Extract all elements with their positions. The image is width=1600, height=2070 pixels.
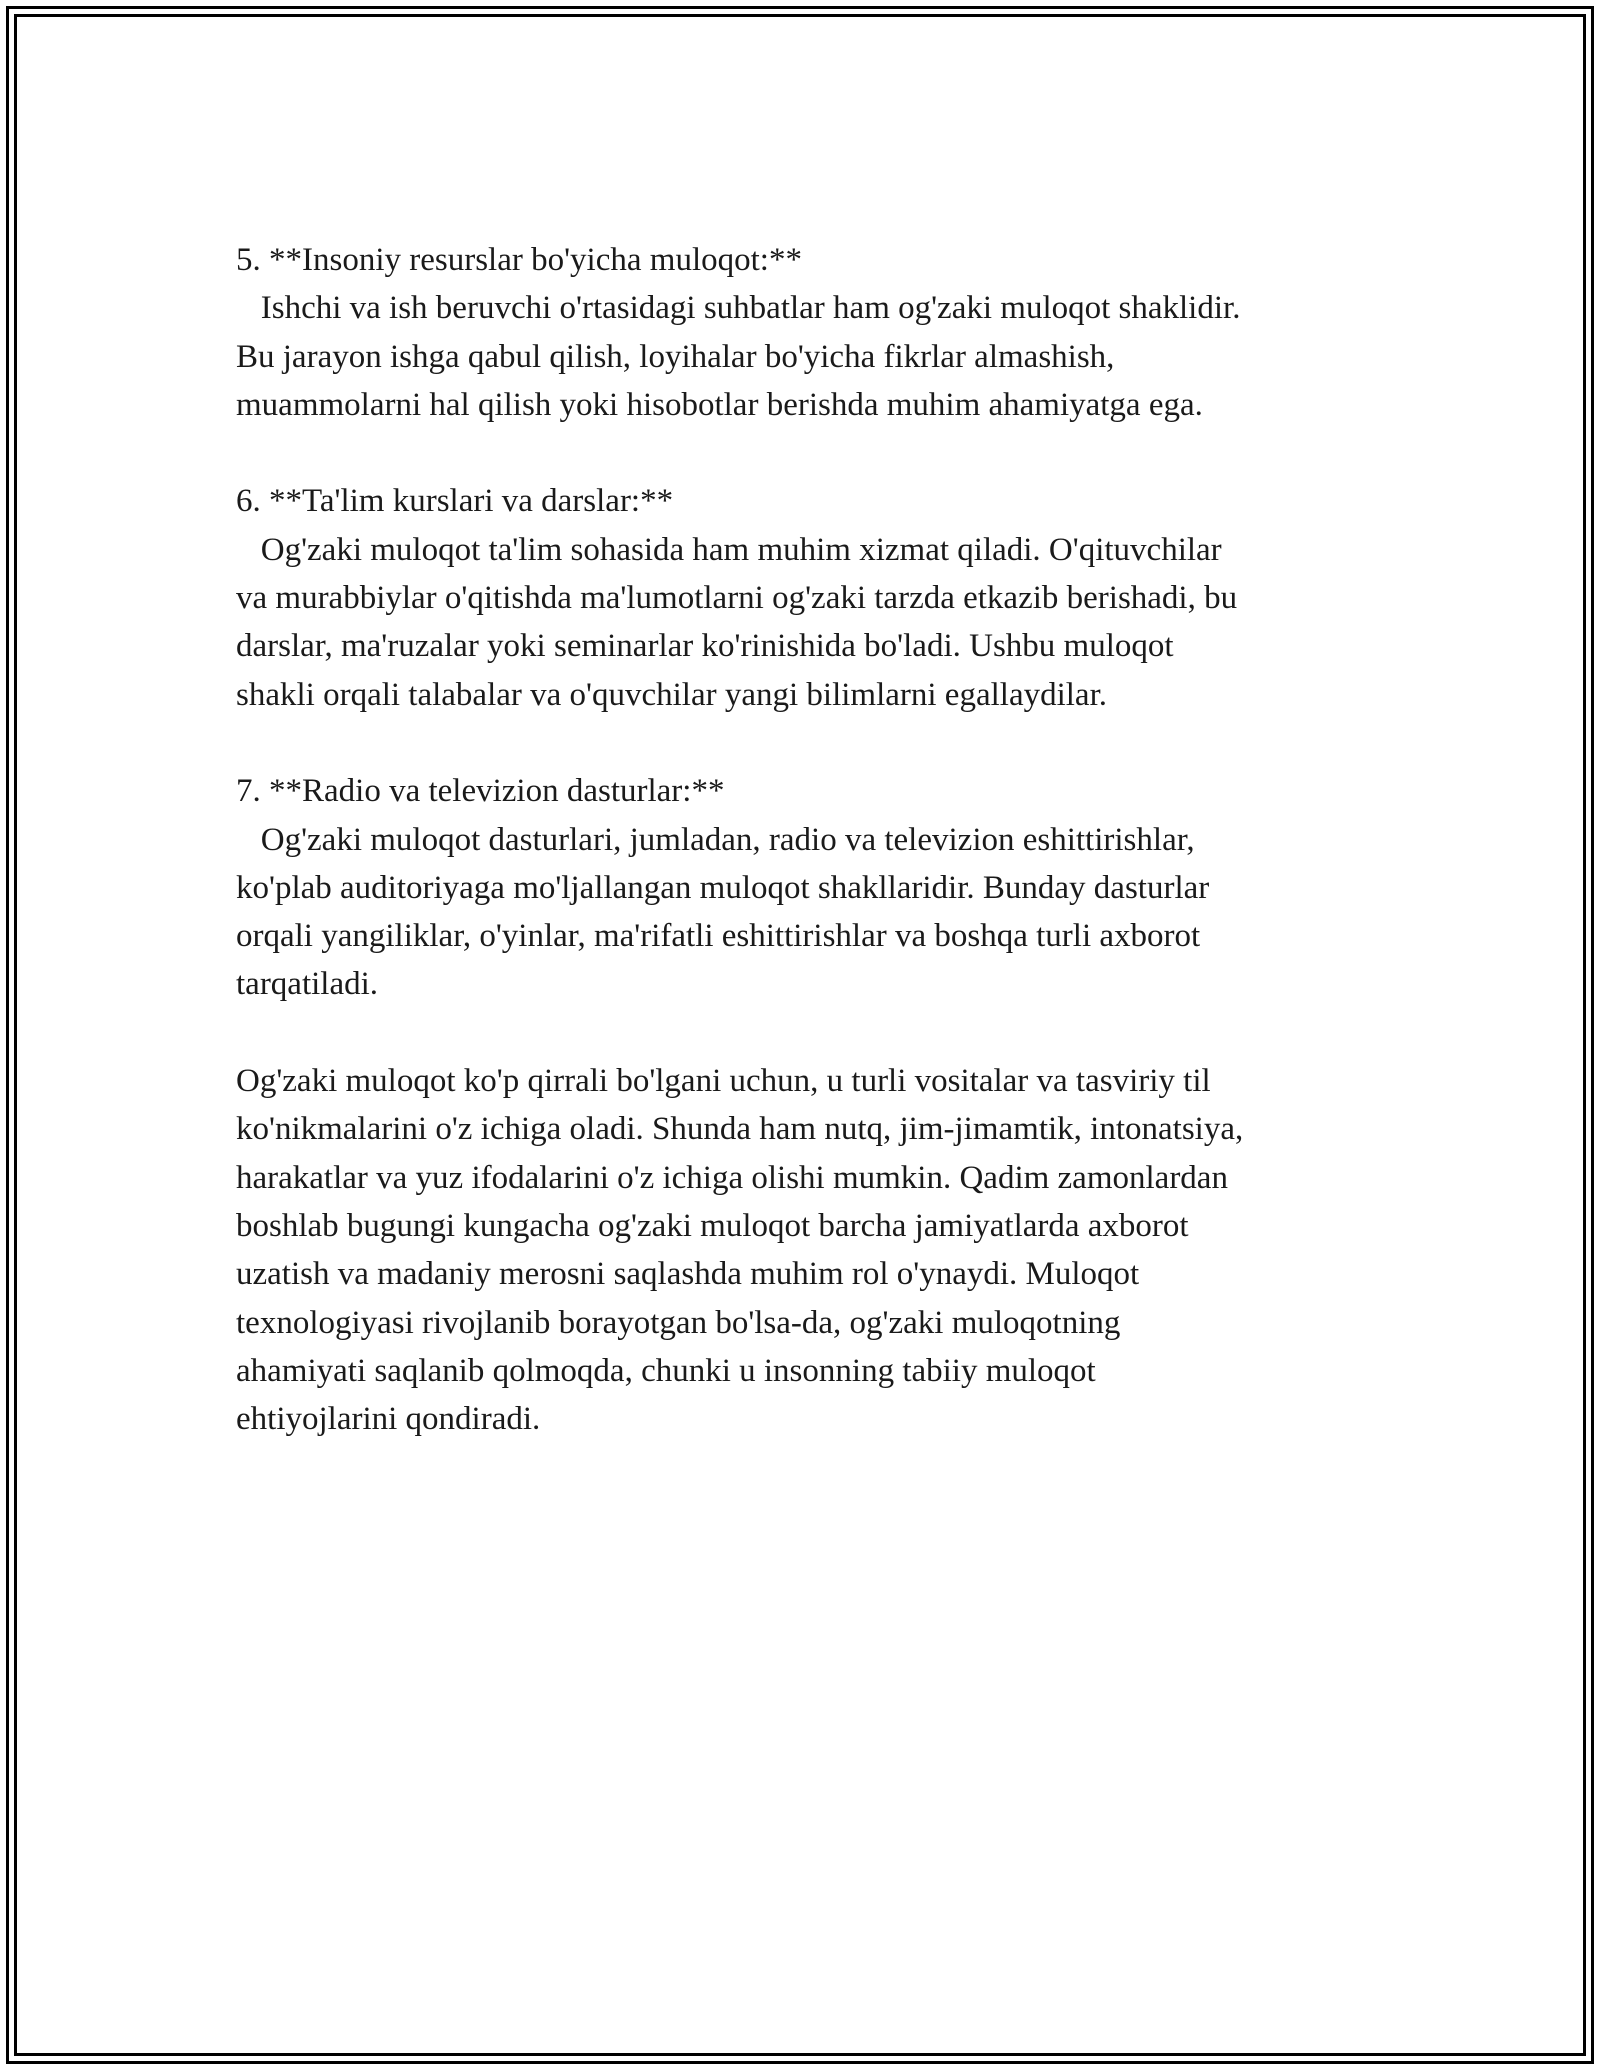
paragraph-line: orqali yangiliklar, o'yinlar, ma'rifatli eshittirishlar va boshqa turli axborot (236, 918, 1201, 955)
paragraph-line: Bu jarayon ishga qabul qilish, loyihalar bo'yicha fikrlar almashish, (236, 338, 1115, 375)
paragraph-line: muammolarni hal qilish yoki hisobotlar berishda muhim ahamiyatga ega. (236, 386, 1203, 423)
paragraph-line: ko'nikmalarini o'z ichiga oladi. Shunda ham nutq, jim-jimamtik, intonatsiya, (236, 1111, 1244, 1148)
conclusion-paragraph (236, 1057, 1416, 1443)
section-heading: 5. **Insoniy resurslar bo'yicha muloqot:** (236, 242, 802, 278)
section-heading: 7. **Radio va televizion dasturlar:** (236, 773, 725, 810)
paragraph-line: Og'zaki muloqot dasturlari, jumladan, radio va televizion eshittirishlar, (236, 821, 1195, 858)
paragraph-line: va murabbiylar o'qitishda ma'lumotlarni og'zaki tarzda etkazib berishadi, bu (236, 580, 1238, 617)
paragraph-line: Ishchi va ish beruvchi o'rtasidagi suhbatlar ham og'zaki muloqot shaklidir. (236, 290, 1241, 327)
paragraph-line: ehtiyojlarini qondiradi. (236, 1401, 541, 1438)
section-insoniy-resurslar (236, 236, 1416, 429)
section-talim-kurslari (236, 477, 1416, 718)
paragraph-line: shakli orqali talabalar va o'quvchilar yangi bilimlarni egallaydilar. (236, 676, 1107, 713)
paragraph-line: tarqatiladi. (236, 966, 379, 1003)
paragraph-line: texnologiyasi rivojlanib borayotgan bo'lsa-da, og'zaki muloqotning (236, 1304, 1121, 1341)
section-heading: 6. **Ta'lim kurslari va darslar:** (236, 483, 674, 520)
paragraph-line: boshlab bugungi kungacha og'zaki muloqot barcha jamiyatlarda axborot (236, 1207, 1189, 1244)
paragraph-line: ko'plab auditoriyaga mo'ljallangan muloqot shakllaridir. Bunday dasturlar (236, 869, 1210, 906)
paragraph-line: uzatish va madaniy merosni saqlashda muhim rol o'ynaydi. Muloqot (236, 1256, 1140, 1293)
paragraph-line: ahamiyati saqlanib qolmoqda, chunki u insonning tabiiy muloqot (236, 1352, 1096, 1389)
document-body (236, 236, 1416, 1492)
paragraph-line: darslar, ma'ruzalar yoki seminarlar ko'rinishida bo'ladi. Ushbu muloqot (236, 628, 1174, 665)
paragraph-line: Og'zaki muloqot ta'lim sohasida ham muhim xizmat qiladi. O'qituvchilar (236, 531, 1222, 568)
paragraph-line: harakatlar va yuz ifodalarini o'z ichiga olishi mumkin. Qadim zamonlardan (236, 1159, 1228, 1196)
paragraph-line: Og'zaki muloqot ko'p qirrali bo'lgani uchun, u turli vositalar va tasviriy til (236, 1063, 1211, 1100)
section-radio-televizion (236, 767, 1416, 1008)
